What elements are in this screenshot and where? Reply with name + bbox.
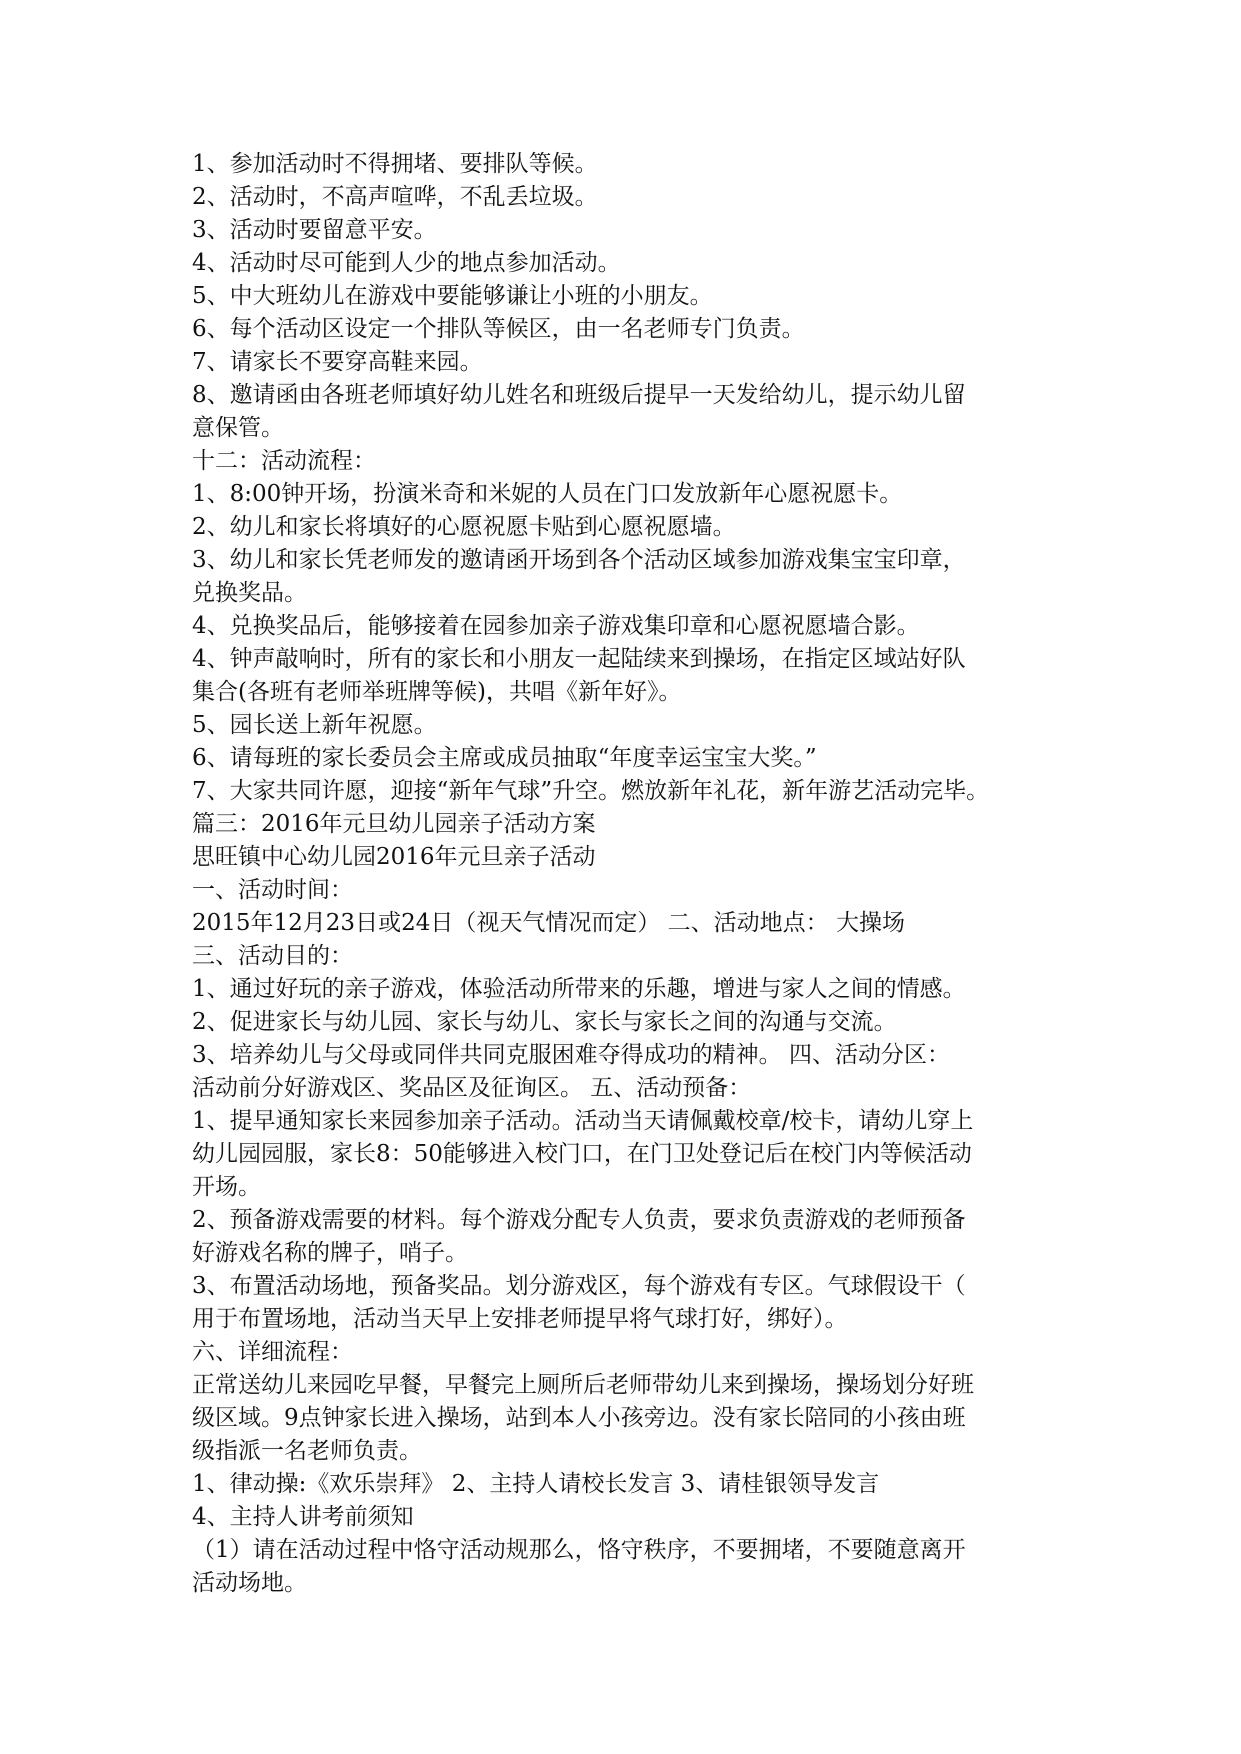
zones-prep-line: 活动前分好游戏区、奖品区及征询区。 五、活动预备： (192, 1075, 752, 1101)
process-line-4: 4、兑换奖品后，能够接着在园参加亲子游戏集印章和心愿祝愿墙合影。 (192, 613, 920, 639)
prep-line-3a: 3、布置活动场地，预备奖品。划分游戏区，每个游戏有专区。气球假设干（ (192, 1273, 966, 1299)
rule-line-8a: 8、邀请函由各班老师填好幼儿姓名和班级后提早一天发给幼儿，提示幼儿留 (192, 382, 966, 408)
section-heading-time: 一、活动时间： (192, 877, 353, 903)
flow-line-3: 4、主持人讲考前须知 (192, 1504, 414, 1530)
prep-line-3b: 用于布置场地，活动当天早上安排老师提早将气球打好，绑好）。 (192, 1306, 848, 1332)
document-body (192, 148, 1062, 1600)
process-line-4-2b: 集合(各班有老师举班牌等候)，共唱《新年好》。 (192, 679, 682, 705)
section-heading-flow: 六、详细流程： (192, 1339, 353, 1365)
process-line-5: 5、园长送上新年祝愿。 (192, 712, 437, 738)
process-line-4-2a: 4、钟声敲响时，所有的家长和小朋友一起陆续来到操场，在指定区域站好队 (192, 646, 966, 672)
prep-line-1a: 1、提早通知家长来园参加亲子活动。活动当天请佩戴校章/校卡，请幼儿穿上 (192, 1108, 974, 1134)
flow-line-1a: 正常送幼儿来园吃早餐，早餐完上厕所后老师带幼儿来到操场，操场划分好班 (192, 1372, 974, 1398)
process-line-6: 6、请每班的家长委员会主席或成员抽取“年度幸运宝宝大奖。” (192, 745, 817, 771)
process-line-3a: 3、幼儿和家长凭老师发的邀请函开场到各个活动区域参加游戏集宝宝印章， (192, 547, 966, 573)
rule-line-3: 3、活动时要留意平安。 (192, 217, 437, 243)
process-line-1: 1、8:00钟开场，扮演米奇和米妮的人员在门口发放新年心愿祝愿卡。 (192, 481, 903, 507)
flow-line-2: 1、律动操:《欢乐崇拜》 2、主持人请校长发言 3、请桂银领导发言 (192, 1471, 880, 1497)
chapter-title: 篇三：2016年元旦幼儿园亲子活动方案 (192, 811, 596, 837)
section-heading-process: 十二：活动流程： (192, 448, 376, 474)
purpose-line-3: 3、培养幼儿与父母或同伴共同克服困难夺得成功的精神。 四、活动分区： (192, 1042, 950, 1068)
section-heading-purpose: 三、活动目的： (192, 943, 353, 969)
flow-line-1b: 级区域。9点钟家长进入操场，站到本人小孩旁边。没有家长陪同的小孩由班 (192, 1405, 966, 1431)
flow-line-1c: 级指派一名老师负责。 (192, 1438, 422, 1464)
purpose-line-1: 1、通过好玩的亲子游戏，体验活动所带来的乐趣，增进与家人之间的情感。 (192, 976, 966, 1002)
rule-line-5: 5、中大班幼儿在游戏中要能够谦让小班的小朋友。 (192, 283, 713, 309)
flow-line-4b: 活动场地。 (192, 1570, 307, 1596)
prep-line-2a: 2、预备游戏需要的材料。每个游戏分配专人负责，要求负责游戏的老师预备 (192, 1207, 966, 1233)
process-line-2: 2、幼儿和家长将填好的心愿祝愿卡贴到心愿祝愿墙。 (192, 514, 736, 540)
rule-line-8b: 意保管。 (192, 415, 284, 441)
process-line-7: 7、大家共同许愿，迎接“新年气球”升空。燃放新年礼花，新年游艺活动完毕。 (192, 778, 990, 804)
time-location-line: 2015年12月23日或24日（视天气情况而定） 二、活动地点： 大操场 (192, 910, 905, 936)
prep-line-2b: 好游戏名称的牌子，哨子。 (192, 1240, 468, 1266)
prep-line-1c: 开场。 (192, 1174, 261, 1200)
prep-line-1b: 幼儿园园服，家长8：50能够进入校门口，在门卫处登记后在校门内等候活动 (192, 1141, 972, 1167)
rule-line-7: 7、请家长不要穿高鞋来园。 (192, 349, 483, 375)
chapter-subtitle: 思旺镇中心幼儿园2016年元旦亲子活动 (192, 844, 596, 870)
flow-line-4a: （1）请在活动过程中恪守活动规那么，恪守秩序，不要拥堵，不要随意离开 (192, 1537, 966, 1563)
process-line-3b: 兑换奖品。 (192, 580, 307, 606)
purpose-line-2: 2、促进家长与幼儿园、家长与幼儿、家长与家长之间的沟通与交流。 (192, 1009, 897, 1035)
rule-line-2: 2、活动时，不高声喧哗，不乱丢垃圾。 (192, 184, 598, 210)
rule-line-6: 6、每个活动区设定一个排队等候区，由一名老师专门负责。 (192, 316, 805, 342)
rule-line-4: 4、活动时尽可能到人少的地点参加活动。 (192, 250, 621, 276)
rule-line-1: 1、参加活动时不得拥堵、要排队等候。 (192, 151, 598, 177)
